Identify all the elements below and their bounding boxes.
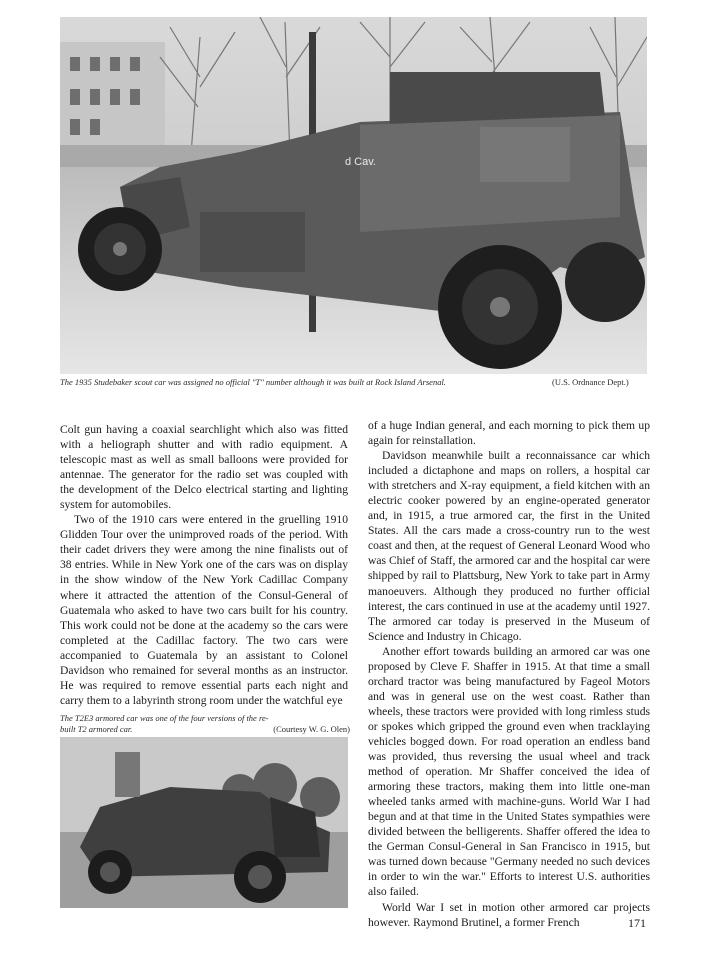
bottom-photo-caption: [60, 713, 350, 735]
top-photo-caption: The 1935 Studebaker scout car was assigned no official "T" number although it was built at Rock Island Arsenal.: [60, 377, 446, 387]
vehicle-marking: d Cav.: [345, 156, 376, 168]
right-text-column: [368, 418, 650, 930]
bottom-front-wheel: [234, 851, 286, 903]
page-number: 171: [628, 916, 646, 930]
bottom-photo-caption-text: The T2E3 armored car was one of the four versions of the re-built T2 armored car.: [60, 713, 269, 734]
left-paragraph-1: Colt gun having a coaxial searchlight which also was fitted with a heliograph shutter and with radio equipment. A telescopic mast as well as small balloons were provided for antennae. The generator for the radio set was coupled with the development of the Delco electrical starting and lighting system for automobiles.: [60, 423, 348, 512]
top-photo-credit: (U.S. Ordnance Dept.): [552, 377, 629, 387]
right-paragraph-3: Another effort towards building an armored car was one proposed by Cleve F. Shaffer in 1915. At that time a small orchard tractor was being manufactured by Fageol Motors and was in general use on the west coast. Rather than wheels, these tractors were provided with long rimless studs or spokes which gripped the ground even when tracklaying vehicles bogged down. For road operation an endless band was provided, thus reversing the usual wheel and track method of operation. Mr Shaffer conceived the idea of armoring these tractors, making them into little one-man wheeled tanks armed with machine-guns. World War I had begun and at that time in the United States sympathies were divided between the belligerents. Shaffer offered the idea to the German Consul-General in San Francisco in 1915, but was turned down because "Germany needed no such devices in order to win the war." Efforts to interest U.S. authorities also failed.: [368, 644, 650, 899]
rear-wheel: [78, 207, 162, 291]
studebaker-scout-car-photo: [60, 17, 647, 374]
bottom-photo-credit: (Courtesy W. G. Olen): [273, 724, 350, 734]
right-paragraph-1: of a huge Indian general, and each morning to pick them up again for reinstallation.: [368, 419, 650, 448]
t2e3-armored-car-photo: [60, 737, 348, 908]
right-paragraph-2: Davidson meanwhile built a reconnaissance car which included a dictaphone and maps on rollers, a hospital car with stretchers and X-ray equipment, a field kitchen with an electric cooker powered by an engine-operated generator and, in 1915, a true armored car, the first in the United States. All the cars made a cross-country run to the west coast and then, at the request of General Leonard Wood who was Chief of Staff, the armored car and the hospital car were shipped by rail to Plattsburg, New York to take part in Army manoeuvers. Although they produced no further official interest, the cars continued in use at the academy until 1927. The armored car today is preserved in the Museum of Science and Industry in Chicago.: [368, 449, 650, 643]
armored-car-illustration: [60, 17, 647, 374]
t2e3-car-illustration: [60, 737, 348, 908]
left-text-column: [60, 422, 348, 708]
bottom-rear-wheel: [88, 850, 132, 894]
left-paragraph-2: Two of the 1910 cars were entered in the gruelling 1910 Glidden Tour over the unimproved roads of the period. With their cadet drivers they were among the nine finalists out of 38 entries. While in New York one of the cars was on display in the show window of the New York Cadillac Company where it attracted the attention of the Consul-General of Guatemala who asked to have two cars built for his country. This work could not be done at the academy so the cars were completed at the Cadillac factory. The two cars were accompanied to Guatemala by an assistant to Colonel Davidson who remained for several months as an instructor. He was required to remove essential parts each night and carry them to a labyrinth strong room under the watchful eye: [60, 513, 348, 707]
front-wheel: [438, 245, 562, 369]
right-paragraph-4: World War I set in motion other armored car projects however. Raymond Brutinel, a former French: [368, 900, 650, 929]
